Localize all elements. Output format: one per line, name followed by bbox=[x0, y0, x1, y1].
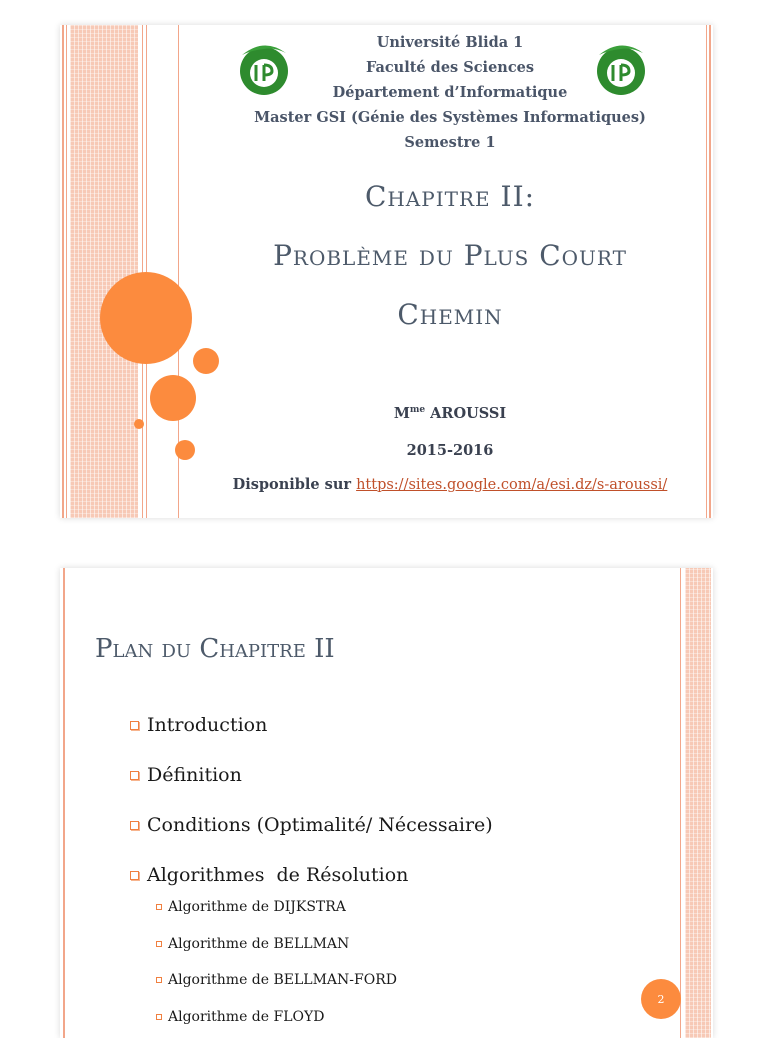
master-program: Master GSI (Génie des Systèmes Informatiques) bbox=[254, 109, 646, 126]
author-name: AROUSSI bbox=[425, 405, 507, 422]
square-bullet-icon bbox=[156, 941, 162, 947]
plan-title: Plan du Chapitre II bbox=[95, 634, 335, 664]
square-bullet-icon bbox=[130, 871, 139, 880]
list-item-label: Introduction bbox=[147, 714, 268, 736]
decorative-stripe bbox=[63, 568, 65, 1038]
square-bullet-icon bbox=[156, 977, 162, 983]
square-bullet-icon bbox=[130, 721, 139, 730]
plan-slide bbox=[60, 568, 713, 1038]
sub-item-label: Algorithme de BELLMAN-FORD bbox=[168, 972, 397, 989]
author-title-sup: me bbox=[409, 405, 426, 416]
square-bullet-icon bbox=[156, 1014, 162, 1020]
chapter-title-line-3: Chemin bbox=[397, 298, 503, 331]
availability-label: Disponible sur bbox=[232, 476, 357, 493]
plan-list bbox=[130, 700, 493, 900]
list-item bbox=[156, 999, 397, 1036]
decorative-circle bbox=[100, 272, 192, 364]
square-bullet-icon bbox=[130, 771, 139, 780]
institution-header bbox=[190, 30, 710, 155]
list-item bbox=[130, 800, 493, 850]
square-bullet-icon bbox=[130, 821, 139, 830]
decorative-stripe bbox=[66, 25, 67, 518]
decorative-circle bbox=[193, 348, 219, 374]
sub-item-label: Algorithme de DIJKSTRA bbox=[168, 899, 346, 916]
department-name: Département d’Informatique bbox=[332, 84, 568, 101]
page-number-badge: 2 bbox=[641, 979, 681, 1019]
list-item bbox=[130, 700, 493, 750]
list-item-label: Conditions (Optimalité/ Nécessaire) bbox=[147, 814, 493, 836]
list-item-label: Définition bbox=[147, 764, 242, 786]
availability-line bbox=[190, 476, 710, 493]
list-item-label: Algorithmes de Résolution bbox=[147, 864, 409, 886]
author bbox=[190, 405, 710, 422]
chapter-title-line-1: Chapitre II: bbox=[364, 180, 536, 213]
chapter-title bbox=[190, 167, 710, 344]
author-prefix: M bbox=[393, 405, 410, 422]
list-item bbox=[130, 750, 493, 800]
semester: Semestre 1 bbox=[404, 134, 496, 151]
list-item bbox=[156, 926, 397, 963]
chapter-title-line-2: Problème du Plus Court bbox=[273, 239, 627, 272]
university-name: Université Blida 1 bbox=[376, 34, 524, 51]
academic-year: 2015-2016 bbox=[406, 442, 494, 459]
decorative-stripe-band bbox=[70, 25, 138, 518]
list-item bbox=[156, 962, 397, 999]
decorative-stripe-band bbox=[685, 568, 711, 1038]
faculty-name: Faculté des Sciences bbox=[365, 59, 535, 76]
square-bullet-icon bbox=[156, 904, 162, 910]
algorithm-sublist bbox=[156, 889, 397, 1035]
decorative-circle bbox=[134, 419, 144, 429]
course-site-link[interactable]: https://sites.google.com/a/esi.dz/s-aroussi/ bbox=[356, 477, 668, 493]
decorative-stripe bbox=[680, 568, 681, 1038]
decorative-stripe bbox=[62, 25, 64, 518]
sub-item-label: Algorithme de BELLMAN bbox=[168, 935, 350, 952]
sub-item-label: Algorithme de FLOYD bbox=[168, 1008, 325, 1025]
title-slide bbox=[60, 25, 713, 518]
list-item bbox=[156, 889, 397, 926]
